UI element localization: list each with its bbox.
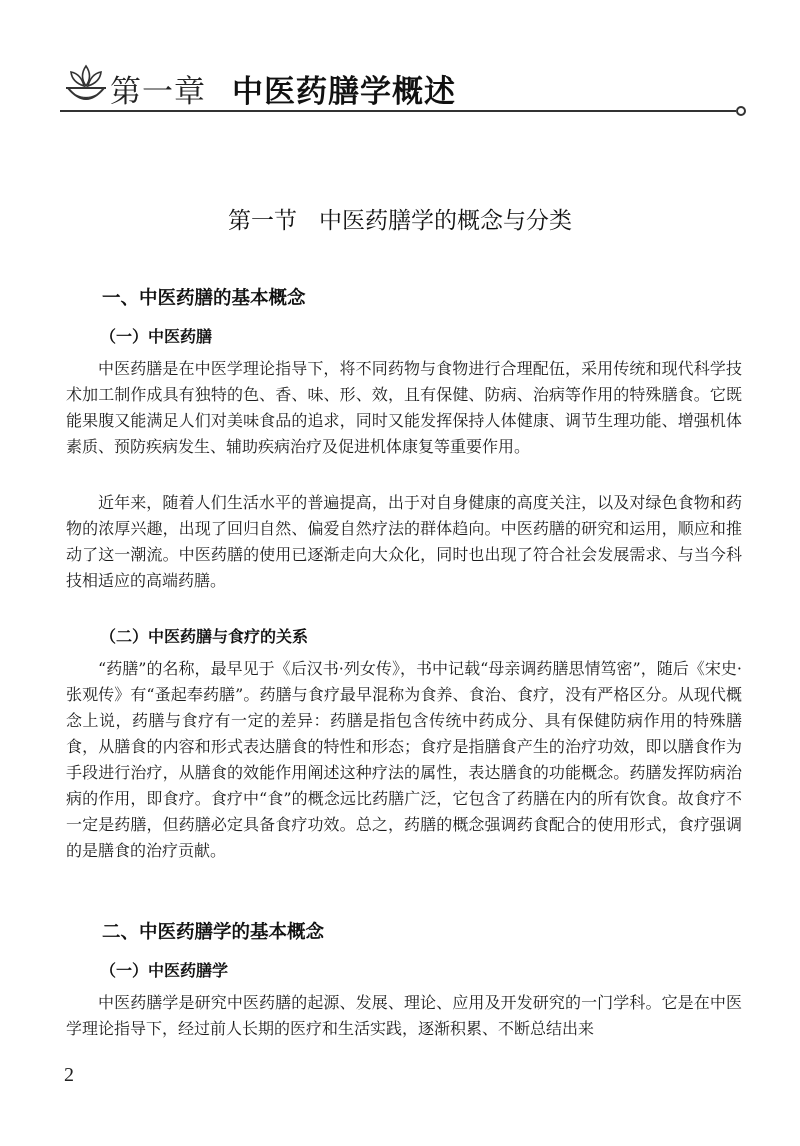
chapter-divider-end-dot <box>736 106 746 116</box>
section-title <box>0 202 800 235</box>
paragraph-recent-trends: 近年来，随着人们生活水平的普遍提高，出于对自身健康的高度关注，以及对绿色食物和药物的浓厚兴趣，出现了回归自然、偏爱自然疗法的群体趋向。中医药膳的研究和运用，顺应和推动了这一潮流。中医药膳的使用已逐渐走向大众化，同时也出现了符合社会发展需求、与当今科技相适应的高端药膳。 <box>66 493 742 590</box>
subheading-medicated-diet: （一）中医药膳 <box>100 327 213 346</box>
section-label: 第一节 <box>228 208 297 234</box>
heading-basic-concept-of-discipline: 二、中医药膳学的基本概念 <box>102 922 325 943</box>
paragraph-diet-vs-food-therapy: “药膳”的名称，最早见于《后汉书·列女传》，书中记载“母亲调药膳思情笃密”，随后《宋史·张观传》有“蚤起奉药膳”。药膳与食疗最早混称为食养、食治、食疗，没有严格区分。从现代概念上说，药膳与食疗有一定的差异：药膳是指包含传统中药成分、具有保健防病作用的特殊膳食，从膳食的内容和形式表达膳食的特性和形态；食疗是指膳食产生的治疗功效，即以膳食作为手段进行治疗，从膳食的效能作用阐述这种疗法的属性，表达膳食的功能概念。药膳发挥防病治病的作用，即食疗。食疗中“食”的概念远比药膳广泛，它包含了药膳在内的所有饮食。故食疗不一定是药膳，但药膳必定具备食疗功效。总之，药膳的概念强调药食配合的使用形式，食疗强调的是膳食的治疗贡献。 <box>66 659 742 860</box>
page-number: 2 <box>64 1064 74 1086</box>
subheading-diet-vs-food-therapy: （二）中医药膳与食疗的关系 <box>100 627 309 646</box>
chapter-header <box>60 58 750 120</box>
subheading-medicated-diet-science: （一）中医药膳学 <box>100 961 229 980</box>
chapter-title: 中医药膳学概述 <box>232 74 456 110</box>
herbal-bowl-icon <box>62 62 110 106</box>
paragraph-discipline-definition: 中医药膳学是研究中医药膳的起源、发展、理论、应用及开发研究的一门学科。它是在中医学理论指导下，经过前人长期的医疗和生活实践，逐渐积累、不断总结出来 <box>66 993 742 1038</box>
heading-basic-concept-of-medicated-diet: 一、中医药膳的基本概念 <box>102 288 306 309</box>
chapter-divider <box>60 110 736 112</box>
paragraph-definition: 中医药膳是在中医学理论指导下，将不同药物与食物进行合理配伍，采用传统和现代科学技术加工制作成具有独特的色、香、味、形、效，且有保健、防病、治病等作用的特殊膳食。它既能果腹又能满足人们对美味食品的追求，同时又能发挥保持人体健康、调节生理功能、增强机体素质、预防疾病发生、辅助疾病治疗及促进机体康复等重要作用。 <box>66 359 742 456</box>
chapter-label: 第一章 <box>110 74 206 110</box>
section-name: 中医药膳学的概念与分类 <box>319 208 572 234</box>
